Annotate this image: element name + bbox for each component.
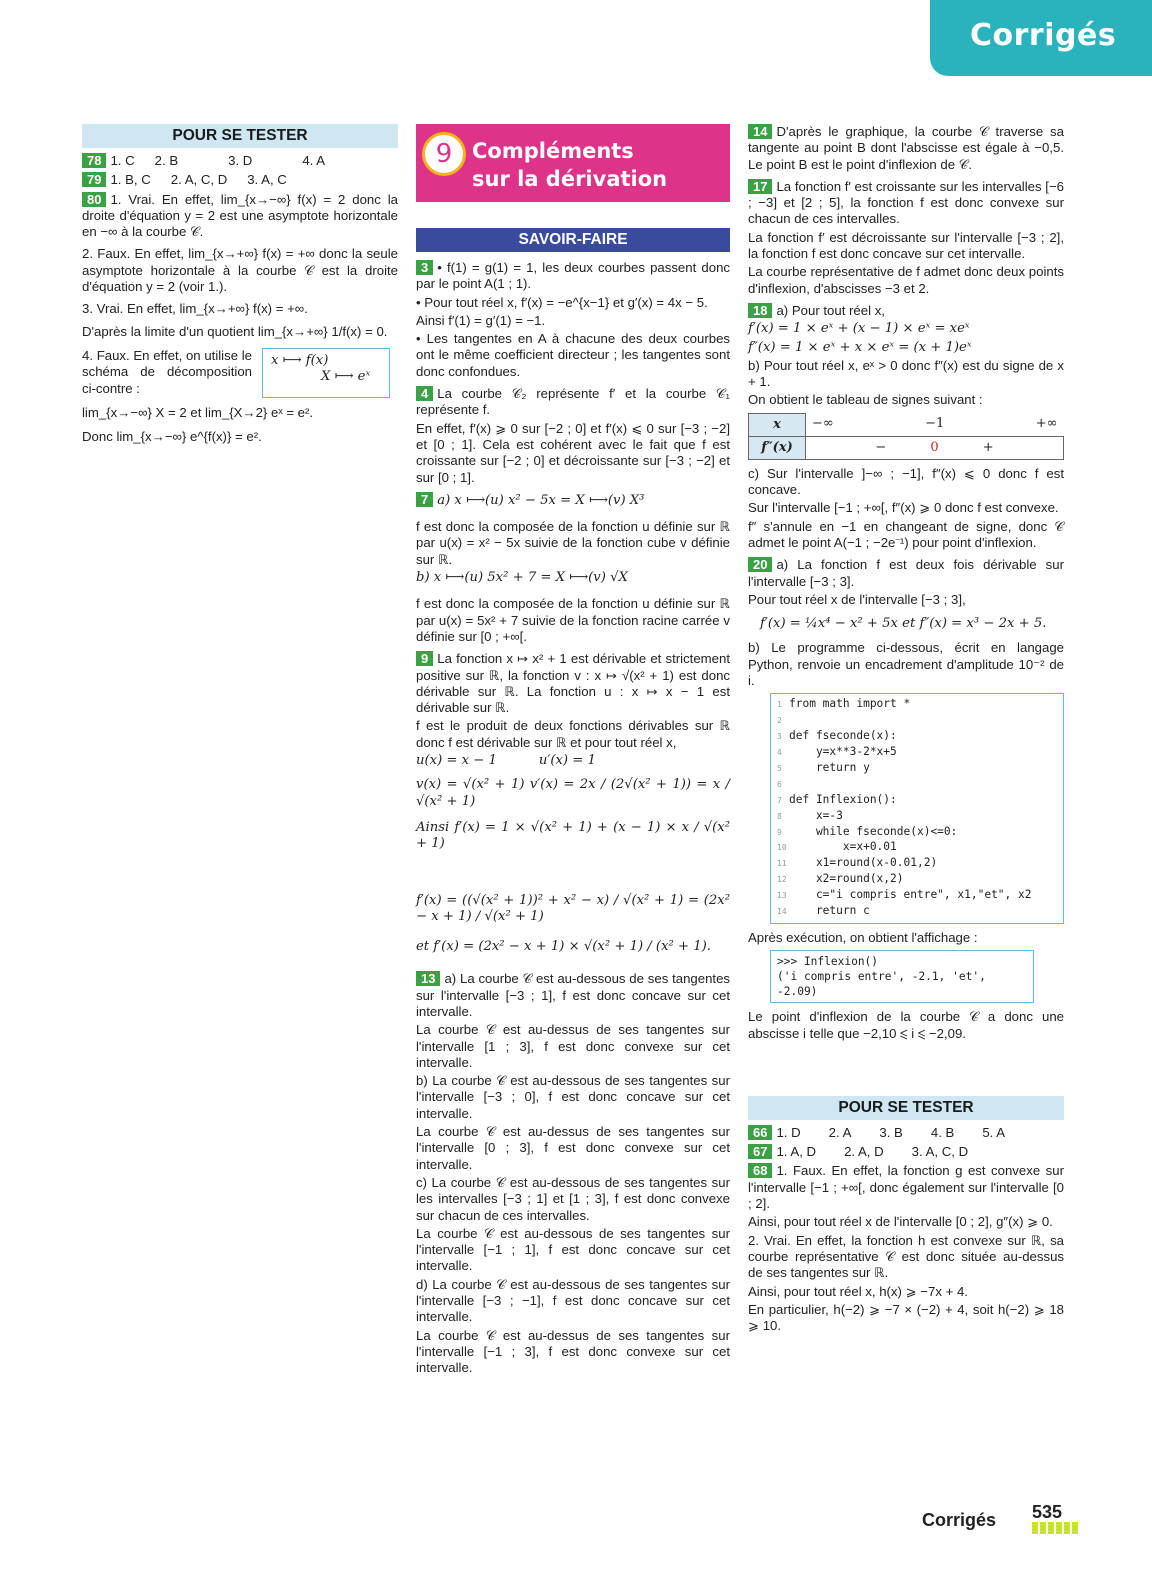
code-line: 7 def Inflexion(): [777,792,897,806]
q78-row [82,153,398,169]
q4-line-2: En effet, f′(x) ⩾ 0 sur [−2 ; 0] et f′(x) ⩽ 0 sur [−3 ; −2] et [0 ; 1]. Cela est cohérent avec le fait que f est croissante sur [−2 ; 0] et décroissante sur [−3 ; −2] et sur [0 ; 1]. [416,420,730,485]
corner-tab [930,0,1152,76]
code-text: return c [789,904,870,918]
x-val-2: −1 [925,416,945,432]
q78-item-4: 4. A [302,153,326,168]
q78-badge: 78 [82,153,106,168]
q14 [748,124,1064,173]
q13-line-6: La courbe 𝒞 est au-dessous de ses tangentes sur l'intervalle [−1 ; 1], f est donc concave sur cet intervalle. [416,1225,730,1274]
q18-line-4: b) Pour tout réel x, eˣ > 0 donc f″(x) est du signe de x + 1. [748,357,1064,390]
q68-line-3: 2. Vrai. En effet, la fonction h est convexe sur ℝ, sa courbe représentative 𝒞 est donc située au-dessus de ses tangentes sur ℝ. [748,1232,1064,1281]
q66-row [748,1125,1064,1141]
q20-text-1: a) La fonction f est deux fois dérivable sur l'intervalle [−3 ; 3]. [748,557,1064,589]
q68-badge: 68 [748,1163,772,1178]
q17-line-2: La fonction f′ est décroissante sur l'intervalle [−3 ; 2], la fonction f est donc concave sur cet intervalle. [748,229,1064,262]
q17-line-3: La courbe représentative de f admet donc deux points d'inflexion, d'abscisses −3 et 2. [748,264,1064,296]
code-line: 4 y=x**3-2*x+5 [777,745,897,759]
q4-badge: 4 [416,386,433,401]
q79-row [82,172,398,188]
column-1 [82,124,398,447]
q80-p5: 4. Faux. En effet, on utilise le schéma de décomposition ci-contre : [82,347,252,396]
code-line: 8 x=-3 [777,808,843,822]
q9-line-1 [416,651,730,716]
q3-line-1 [416,260,730,293]
section-band-pour-se-tester-2: POUR SE TESTER [748,1096,1064,1120]
q13-line-8: La courbe 𝒞 est au-dessus de ses tangentes sur l'intervalle [−1 ; 3], f est donc convexe sur cet intervalle. [416,1327,730,1376]
f-val-3: + [982,439,994,455]
q9-badge: 9 [416,651,433,666]
corner-title: Corrigés [970,18,1117,53]
q3-line-4: • Les tangentes en A à chacune des deux courbes ont le même coefficient directeur ; les tangentes sont donc confondues. [416,331,730,379]
q3-line-3: Ainsi f′(1) = g′(1) = −1. [416,312,546,328]
f-val-2: 0 [930,439,939,455]
q68-line-2: Ainsi, pour tout réel x de l'intervalle [0 ; 2], g″(x) ⩾ 0. [748,1214,1053,1230]
q78-item-1: 1. C [110,153,135,168]
q7-text-a: f est donc la composée de la fonction u définie sur ℝ par u(x) = x² − 5x suivie de la fonction cube v définie sur ℝ. [416,519,730,567]
q80-p2: 2. Faux. En effet, lim_{x→+∞} f(x) = +∞ donc la seule asymptote horizontale à la courbe 𝒞 est la droite d'équation y = 2 (voir 1.). [82,246,398,295]
code-text: x=x+0.01 [789,840,897,854]
q3-line-2: • Pour tout réel x, f′(x) = −e^{x−1} et g′(x) = 4x − 5. [416,294,708,310]
code-text: def fseconde(x): [789,729,897,743]
sign-table [748,413,1064,460]
code-text: y=x**3-2*x+5 [789,745,897,759]
q9-line-4: v(x) = √(x² + 1) v′(x) = 2x / (2√(x² + 1)) = x / √(x² + 1) [416,777,730,809]
column-2 [416,124,730,1379]
q68-line-5: En particulier, h(−2) ⩾ −7 × (−2) + 4, soit h(−2) ⩾ 18 ⩾ 10. [748,1301,1064,1334]
code-text: from math import * [789,697,911,711]
q9-line-2: f est le produit de deux fonctions dérivables sur ℝ donc f est dérivable sur ℝ et pour tout réel x, [416,718,730,750]
q79-item-3: 3. A, C [247,172,287,188]
chapter-number: 9 [422,132,466,176]
q79-item-2: 2. A, C, D [170,172,228,188]
code-text: x2=round(x,2) [789,872,904,886]
q7-scheme-a [416,492,730,509]
q9-line-6: f′(x) = ((√(x² + 1))² + x² − x) / √(x² + 1) = (2x² − x + 1) / √(x² + 1) [416,892,730,924]
q18-line-3: f″(x) = 1 × eˣ + x × eˣ = (x + 1)eˣ [748,339,972,355]
q20-line-4: b) Le programme ci-dessous, écrit en langage Python, renvoie un encadrement d'amplitude 10⁻² de i. [748,640,1064,689]
q9-line-5: Ainsi f′(x) = 1 × √(x² + 1) + (x − 1) × x / √(x² + 1) [416,819,730,852]
code-line: 9 while fseconde(x)<=0: [777,824,958,838]
q18-line-2: f′(x) = 1 × eˣ + (x − 1) × eˣ = xeˣ [748,321,970,337]
output-line-1: >>> Inflexion() [777,955,879,969]
output-line-2: ('i compris entre', -2.1, 'et', -2.09) [777,970,986,999]
q9-line-7: et f′(x) = (2x² − x + 1) × √(x² + 1) / (x² + 1). [416,939,711,955]
q18-line-5: On obtient le tableau de signes suivant : [748,392,983,408]
q13-line-4: La courbe 𝒞 est au-dessus de ses tangentes sur l'intervalle [0 ; 3], f est donc convexe sur cet intervalle. [416,1124,730,1172]
q13-badge: 13 [416,971,440,986]
q67-badge: 67 [748,1144,772,1159]
q18-text-1: a) Pour tout réel x, [776,302,885,318]
code-line: 12 x2=round(x,2) [777,872,904,886]
q18-after-1: c) Sur l'intervalle ]−∞ ; −1], f″(x) ⩽ 0 donc f est concave. [748,465,1064,498]
scheme-line-2: X ⟼ eˣ [321,369,371,385]
f-val-1: − [875,439,887,455]
q80-part4 [82,348,398,399]
q13-text-1: a) La courbe 𝒞 est au-dessous de ses tangentes sur l'intervalle [−3 ; 1], f est donc concave sur cet intervalle. [416,971,730,1019]
q17-text-1: La fonction f′ est croissante sur les intervalles [−6 ; −3] et [2 ; 5], la fonction f est donc convexe sur chacun de ces intervalles. [748,178,1064,227]
q18-after-3: f″ s'annule en −1 en changeant de signe, donc 𝒞 admet le point A(−1 ; −2e⁻¹) pour point d'inflexion. [748,518,1064,550]
q66-item-4: 4. B [930,1124,955,1140]
code-text: c="i compris entre", x1,"et", x2 [789,888,1032,902]
chapter-title-line-2: sur la dérivation [472,167,668,191]
x-val-1: −∞ [812,416,834,432]
q7-scheme-a-text: a) x ⟼(u) x² − 5x = X ⟼(v) X³ [437,492,645,508]
sign-table-x-values [806,413,1064,435]
q80-p7: Donc lim_{x→−∞} e^{f(x)} = e². [82,429,262,445]
q79-item-1: 1. B, C [110,172,151,188]
q13-line-5: c) La courbe 𝒞 est au-dessous de ses tangentes sur les intervalles [−3 ; 1] et [1 ; 3], f est donc convexe sur chacun de ces intervalles. [416,1174,730,1223]
q80-p4: D'après la limite d'un quotient lim_{x→+∞} 1/f(x) = 0. [82,323,388,339]
sign-table-x-head: x [749,413,806,436]
q9-line-3: u(x) = x − 1 u′(x) = 1 [416,753,596,769]
q3-text-1: • f(1) = g(1) = 1, les deux courbes passent donc par le point A(1 ; 1). [416,260,730,292]
q18-badge: 18 [748,303,772,318]
q13-line-2: La courbe 𝒞 est au-dessus de ses tangentes sur l'intervalle [1 ; 3], f est donc convexe sur cet intervalle. [416,1022,730,1070]
page-number-text: 535 [1032,1502,1063,1522]
q7-scheme-b: b) x ⟼(u) 5x² + 7 = X ⟼(v) √X [416,570,628,586]
q80-text-1: 1. Vrai. En effet, lim_{x→−∞} f(x) = 2 donc la droite d'équation y = 2 est une asymptote horizontale en −∞ à la courbe 𝒞. [82,191,398,240]
code-text: x1=round(x-0.01,2) [789,856,938,870]
code-line: 2 [777,716,782,726]
page-number [1032,1504,1078,1534]
python-output-block [770,950,1034,1003]
q67-item-2: 2. A, D [844,1144,884,1160]
q20-line-1 [748,557,1064,590]
q66-item-3: 3. B [879,1124,903,1140]
section-band-savoir-faire: SAVOIR-FAIRE [416,228,730,252]
x-val-3: +∞ [1035,416,1058,432]
chapter-title-line-1: Compléments [472,139,634,163]
code-line: 11 x1=round(x-0.01,2) [777,856,938,870]
q68-line-4: Ainsi, pour tout réel x, h(x) ⩾ −7x + 4. [748,1283,968,1299]
q80-p6: lim_{x→−∞} X = 2 et lim_{X→2} eˣ = e². [82,404,314,420]
decomposition-scheme [262,348,390,398]
q20-line-3: f′(x) = ¼x⁴ − x² + 5x et f″(x) = x³ − 2x + 5. [760,616,1047,632]
code-text: x=-3 [789,808,843,822]
q66-item-5: 5. A [982,1124,1006,1140]
q66-item-1: 1. D [776,1124,801,1140]
q18-line-1 [748,303,1064,319]
code-line: 5 return y [777,760,870,774]
q66-item-2: 2. A [828,1124,852,1140]
q13-line-7: d) La courbe 𝒞 est au-dessous de ses tangentes sur l'intervalle [−3 ; −1], f est donc concave sur cet intervalle. [416,1276,730,1325]
q20-conclusion: Le point d'inflexion de la courbe 𝒞 a donc une abscisse i telle que −2,10 ⩽ i ⩽ −2,09. [748,1009,1064,1041]
sign-table-f-head: f″(x) [749,436,806,459]
q78-item-3: 3. D [228,153,253,168]
code-text: def Inflexion(): [789,792,897,806]
q79-badge: 79 [82,172,106,187]
code-line: 6 [777,779,782,789]
python-code-block [770,693,1064,924]
code-line: 13 c="i compris entre", x1,"et", x2 [777,888,1032,902]
q67-item-3: 3. A, C, D [911,1144,969,1160]
q14-text: D'après le graphique, la courbe 𝒞 traverse sa tangente au point B dont l'abscisse est égale à −0,5. Le point B est le point d'inflexion de 𝒞. [748,124,1064,172]
column-3 [748,124,1064,1336]
q20-line-2: Pour tout réel x de l'intervalle [−3 ; 3], [748,591,966,607]
q3-badge: 3 [416,260,433,275]
footer-label: Corrigés [922,1510,997,1530]
scheme-line-1: x ⟼ f(x) [271,352,329,368]
q80-p1 [82,192,398,241]
code-text: while fseconde(x)<=0: [789,824,958,838]
q78-item-2: 2. B [154,153,179,168]
q68-text-1: 1. Faux. En effet, la fonction g est convexe sur l'intervalle [−1 ; +∞[, donc également sur l'intervalle [0 ; 2]. [748,1163,1064,1212]
q67-item-1: 1. A, D [776,1144,817,1160]
q17-line-1 [748,179,1064,228]
q20-after-label: Après exécution, on obtient l'affichage : [748,930,978,945]
q13-line-3: b) La courbe 𝒞 est au-dessous de ses tangentes sur l'intervalle [−3 ; 0], f est donc concave sur cet intervalle. [416,1073,730,1121]
code-line: 14 return c [777,904,870,918]
q4-text-1: La courbe 𝒞₂ représente f′ et la courbe 𝒞₁ représente f. [416,386,730,418]
sign-table-f-values [806,436,1064,459]
q68-line-1 [748,1163,1064,1212]
q20-badge: 20 [748,557,772,572]
code-line: 1 from math import * [777,697,911,711]
q67-row [748,1144,1064,1160]
code-text: return y [789,760,870,774]
section-band-pour-se-tester: POUR SE TESTER [82,124,398,148]
q7-text-b: f est donc la composée de la fonction u définie sur ℝ par u(x) = 5x² + 7 suivie de la fonction racine carrée v définie sur [0 ; +∞[. [416,596,730,644]
code-line: 10 x=x+0.01 [777,840,897,854]
chapter-header [416,124,730,202]
q7-badge: 7 [416,492,433,507]
page-number-stripes [1032,1522,1078,1534]
q4-line-1 [416,386,730,419]
q9-text-1: La fonction x ↦ x² + 1 est dérivable et strictement positive sur ℝ, la fonction v : x ↦ √(x² + 1) est donc dérivable sur ℝ. La fonction u : x ↦ x − 1 est dérivable sur ℝ. [416,651,730,716]
chapter-title [472,137,667,193]
q66-badge: 66 [748,1125,772,1140]
q80-badge: 80 [82,192,106,207]
q80-p3: 3. Vrai. En effet, lim_{x→+∞} f(x) = +∞. [82,301,308,317]
q13-line-1 [416,971,730,1020]
q18-after-2: Sur l'intervalle [−1 ; +∞[, f″(x) ⩾ 0 donc f est convexe. [748,500,1059,516]
code-line: 3 def fseconde(x): [777,729,897,743]
q17-badge: 17 [748,179,772,194]
q14-badge: 14 [748,124,772,139]
